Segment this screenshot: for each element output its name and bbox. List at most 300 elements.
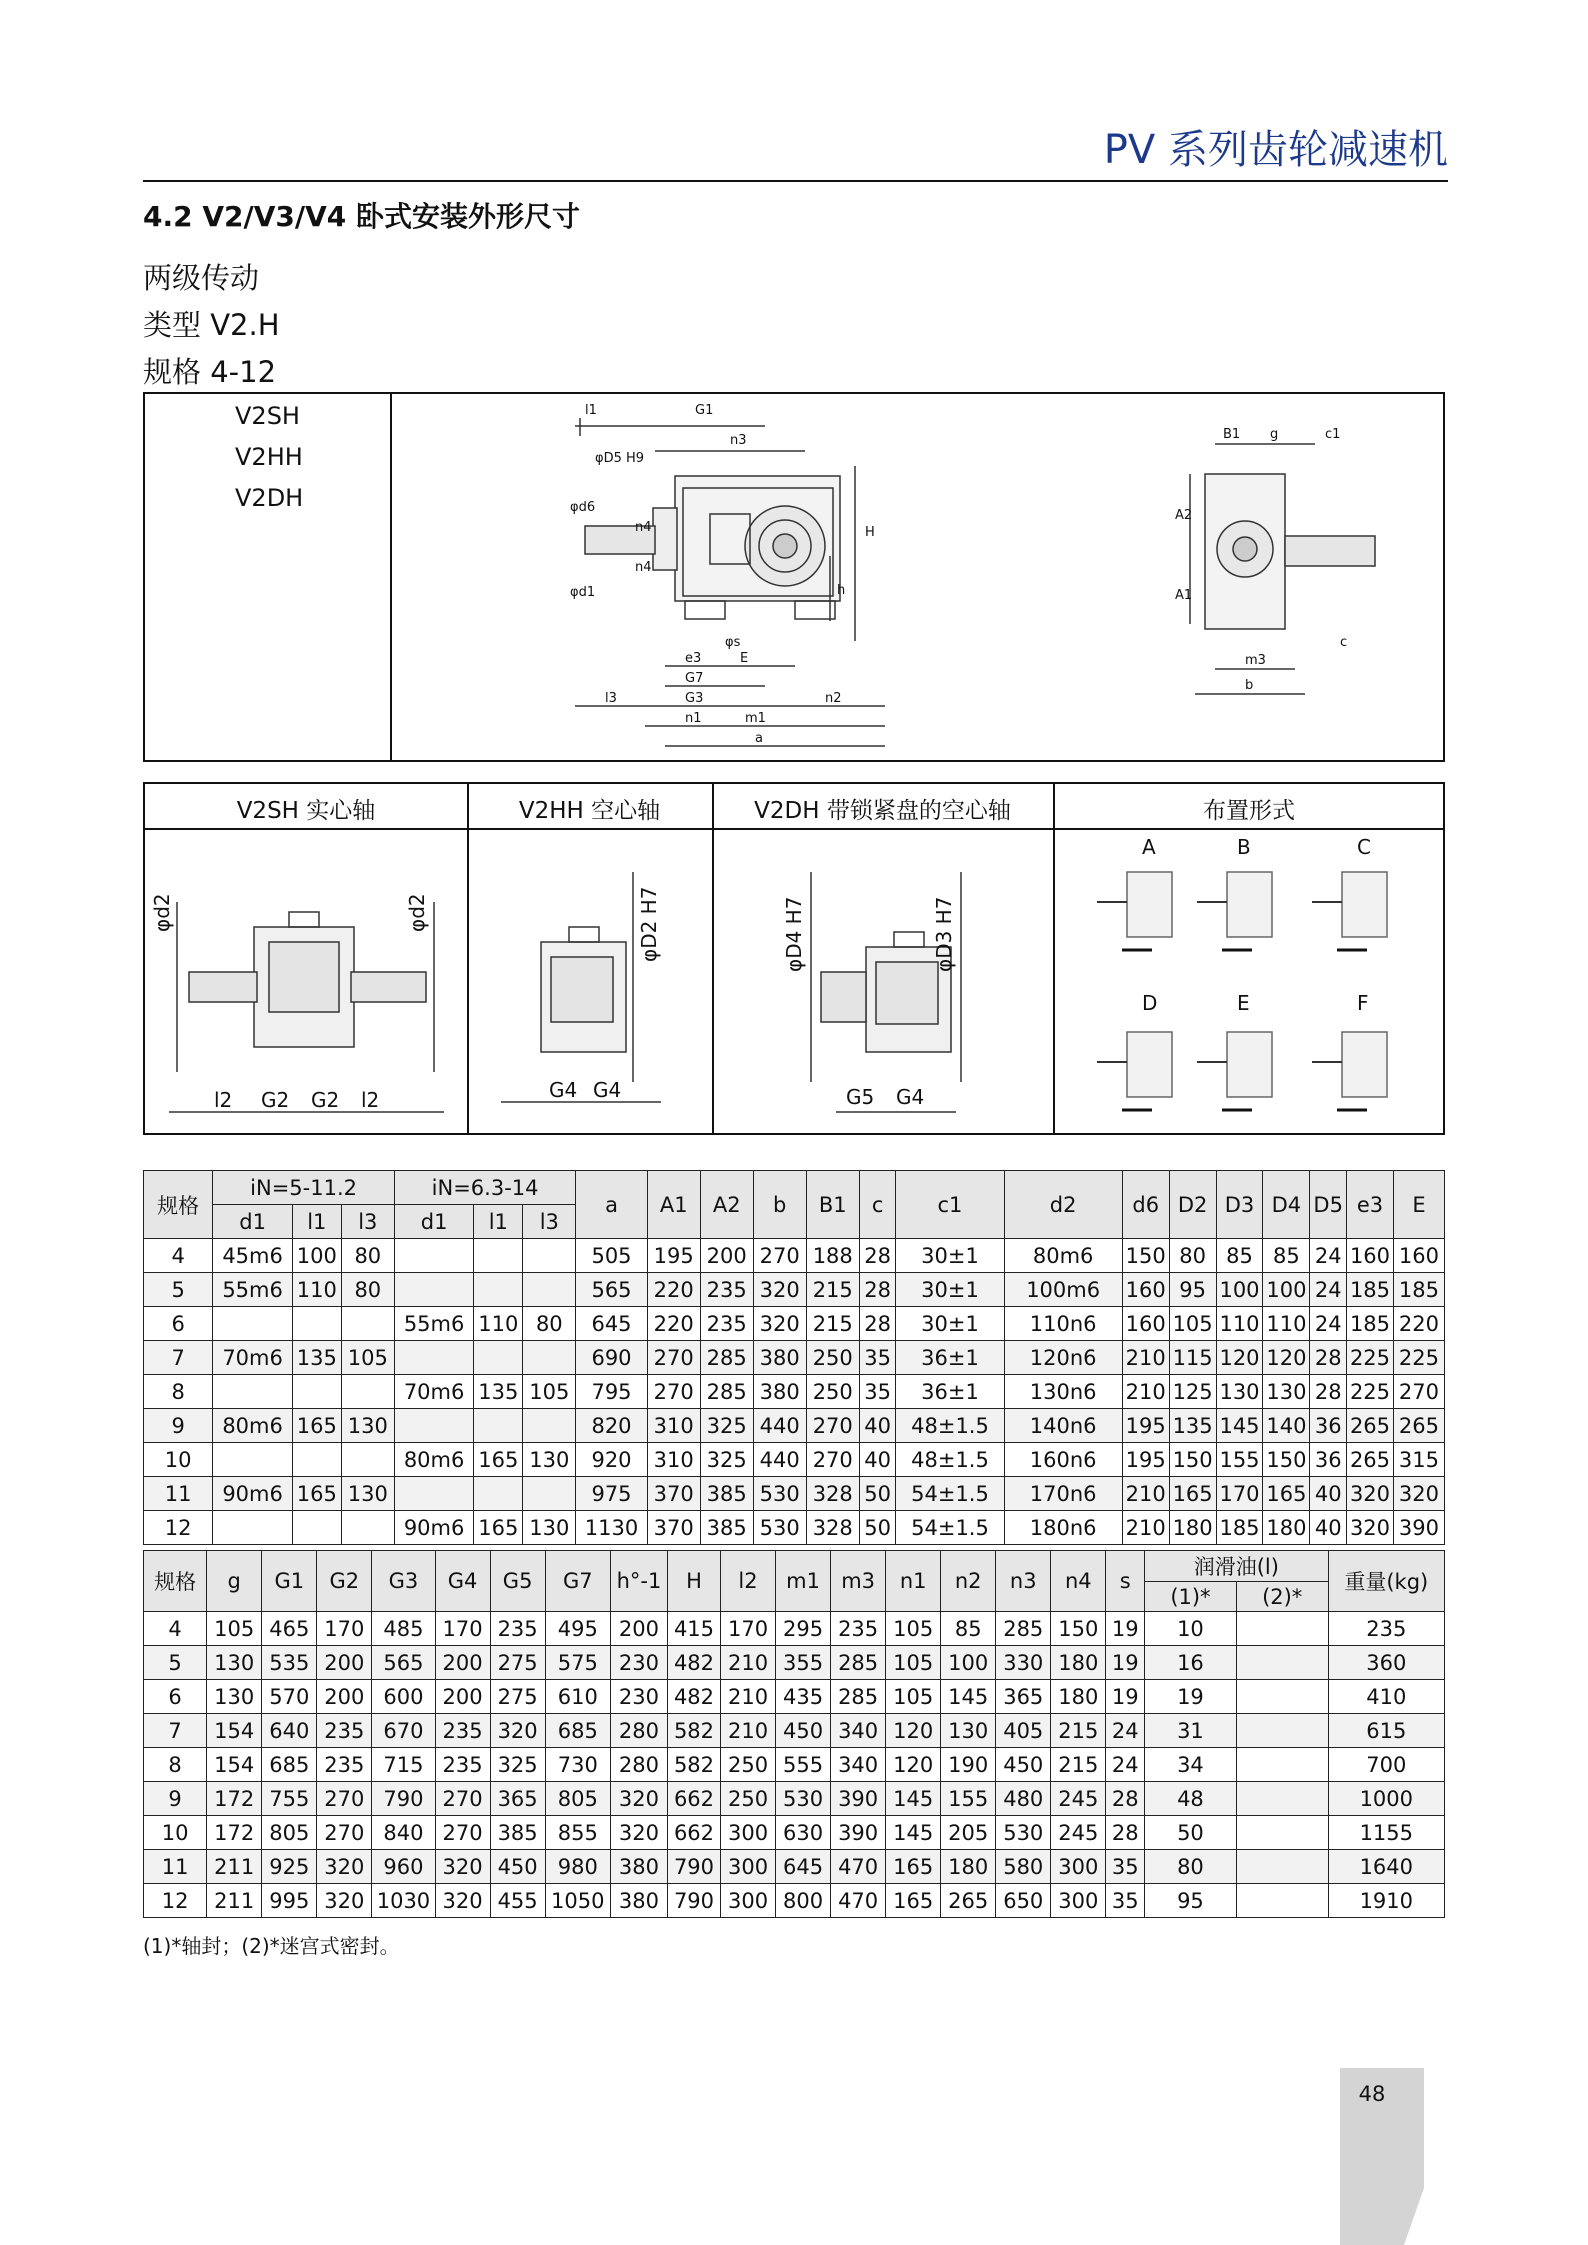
table-cell: 440 [753, 1443, 806, 1477]
table-cell: 265 [941, 1884, 996, 1918]
table-cell: 19 [1145, 1680, 1237, 1714]
table-cell: 1000 [1328, 1782, 1444, 1816]
table-cell: 135 [474, 1375, 523, 1409]
table-cell: 405 [996, 1714, 1051, 1748]
subtitle-size-range: 规格 4-12 [143, 355, 277, 389]
dimension-table-2 [143, 1550, 1445, 1918]
table-cell: 275 [490, 1680, 545, 1714]
table-cell: 35 [1106, 1884, 1145, 1918]
table-cell: 155 [1216, 1443, 1263, 1477]
table-cell: 662 [667, 1816, 720, 1850]
table-row [144, 1409, 1445, 1443]
table-cell: 45m6 [213, 1239, 293, 1273]
table-cell: 300 [1051, 1850, 1106, 1884]
table-cell: 185 [1216, 1511, 1263, 1545]
col-h: h°-1 [610, 1551, 667, 1612]
table-row [144, 1443, 1445, 1477]
label-G2-right: G2 [311, 1088, 340, 1112]
table-row [144, 1850, 1445, 1884]
label-n1: n1 [685, 711, 702, 726]
label-l3: l3 [605, 691, 617, 706]
table-cell: 230 [610, 1680, 667, 1714]
col-n4: n4 [1051, 1551, 1106, 1612]
table-cell: 185 [1347, 1307, 1394, 1341]
table-cell: 7 [144, 1714, 207, 1748]
label-d6: φd6 [570, 500, 596, 515]
table-cell: 40 [859, 1443, 896, 1477]
col-group-i2: iN=6.3-14 [394, 1171, 576, 1205]
table-cell: 310 [647, 1409, 700, 1443]
col-D2: D2 [1169, 1171, 1216, 1239]
col-a: a [576, 1171, 647, 1239]
table-cell: 40 [1310, 1477, 1347, 1511]
table-cell: 211 [207, 1850, 262, 1884]
table-cell: 36±1 [896, 1341, 1004, 1375]
label-D3: φD3 H7 [932, 896, 956, 972]
table-cell: 28 [1310, 1341, 1347, 1375]
type-label-v2dh: V2DH [235, 484, 304, 512]
table-cell: 80 [1145, 1850, 1237, 1884]
table-cell: 390 [831, 1816, 886, 1850]
table-cell [523, 1239, 576, 1273]
table-cell: 390 [831, 1782, 886, 1816]
label-a: a [755, 731, 763, 746]
table-cell [394, 1341, 474, 1375]
table-cell: 180 [1263, 1511, 1310, 1545]
table-cell: 5 [144, 1273, 213, 1307]
table-cell: 28 [859, 1273, 896, 1307]
table-cell: 130 [207, 1680, 262, 1714]
table-cell: 505 [576, 1239, 647, 1273]
table-cell: 150 [1122, 1239, 1169, 1273]
table-cell: 580 [996, 1850, 1051, 1884]
table-cell: 435 [776, 1680, 831, 1714]
table-cell: 662 [667, 1782, 720, 1816]
col-G7: G7 [545, 1551, 610, 1612]
table-cell: 165 [292, 1477, 341, 1511]
label-G3: G3 [685, 691, 704, 706]
header-arrangement: 布置形式 [1203, 798, 1295, 824]
header-v2dh: V2DH 带锁紧盘的空心轴 [754, 798, 1011, 824]
table-cell: 185 [1347, 1273, 1394, 1307]
table-cell: 235 [700, 1307, 753, 1341]
table-cell: 120 [886, 1748, 941, 1782]
table-cell: 105 [886, 1680, 941, 1714]
panel-header-rule [145, 828, 1443, 830]
table-cell: 160 [1393, 1239, 1444, 1273]
table-cell: 35 [859, 1341, 896, 1375]
table-cell: 535 [262, 1646, 317, 1680]
table-cell: 24 [1310, 1273, 1347, 1307]
front-view-drawing [565, 396, 1125, 760]
table-cell: 250 [806, 1375, 859, 1409]
table-cell: 165 [474, 1443, 523, 1477]
table-cell: 235 [700, 1273, 753, 1307]
label-g: g [1270, 427, 1279, 442]
table-cell: 390 [1393, 1511, 1444, 1545]
table-cell: 130 [523, 1511, 576, 1545]
table-cell: 325 [490, 1748, 545, 1782]
table-cell: 100 [1263, 1273, 1310, 1307]
label-G4-right: G4 [593, 1078, 622, 1102]
table-cell: 50 [859, 1477, 896, 1511]
table-row [144, 1816, 1445, 1850]
table-cell: 145 [1216, 1409, 1263, 1443]
label-d2-right: φd2 [405, 893, 429, 932]
table-cell: 170n6 [1004, 1477, 1122, 1511]
table-cell: 145 [941, 1680, 996, 1714]
table-cell: 28 [859, 1307, 896, 1341]
table-cell: 11 [144, 1477, 213, 1511]
table-cell: 180n6 [1004, 1511, 1122, 1545]
table-cell: 325 [700, 1443, 753, 1477]
table-cell: 160 [1347, 1239, 1394, 1273]
table-cell: 640 [262, 1714, 317, 1748]
col-group-oil: 润滑油(l) [1145, 1551, 1329, 1582]
table-cell: 80 [341, 1239, 394, 1273]
table-cell: 135 [1169, 1409, 1216, 1443]
table-cell: 225 [1347, 1341, 1394, 1375]
table-cell: 24 [1310, 1307, 1347, 1341]
col-c: c [859, 1171, 896, 1239]
table-cell [1236, 1816, 1328, 1850]
table-cell: 310 [647, 1443, 700, 1477]
table-cell: 565 [576, 1273, 647, 1307]
header-v2sh: V2SH 实心轴 [236, 798, 376, 824]
table-cell: 235 [1328, 1612, 1444, 1646]
table-cell: 150 [1169, 1443, 1216, 1477]
table-cell [341, 1375, 394, 1409]
table-cell: 154 [207, 1714, 262, 1748]
table-cell: 320 [1393, 1477, 1444, 1511]
table-cell: 172 [207, 1782, 262, 1816]
table-cell [523, 1273, 576, 1307]
table-cell: 365 [996, 1680, 1051, 1714]
table-cell: 360 [1328, 1646, 1444, 1680]
table-cell: 380 [610, 1884, 667, 1918]
table-cell: 355 [776, 1646, 831, 1680]
table-cell: 480 [996, 1782, 1051, 1816]
arrangement-E: E [1237, 991, 1250, 1015]
col-size: 规格 [144, 1171, 213, 1239]
table-cell: 36±1 [896, 1375, 1004, 1409]
table-cell [474, 1341, 523, 1375]
table-cell: 340 [831, 1748, 886, 1782]
table-cell: 48±1.5 [896, 1409, 1004, 1443]
table-cell: 95 [1169, 1273, 1216, 1307]
table-cell: 48±1.5 [896, 1443, 1004, 1477]
table-cell: 110 [292, 1273, 341, 1307]
table-cell: 565 [372, 1646, 435, 1680]
table-cell: 235 [317, 1748, 372, 1782]
arrangement-F: F [1357, 991, 1369, 1015]
table-cell [341, 1511, 394, 1545]
table-cell: 1910 [1328, 1884, 1444, 1918]
table-cell: 220 [647, 1307, 700, 1341]
label-G2-left: G2 [261, 1088, 290, 1112]
table-cell: 300 [721, 1816, 776, 1850]
table-cell: 250 [806, 1341, 859, 1375]
col-size: 规格 [144, 1551, 207, 1612]
table-cell: 615 [1328, 1714, 1444, 1748]
table-cell: 365 [490, 1782, 545, 1816]
col-D4: D4 [1263, 1171, 1310, 1239]
table-cell: 210 [721, 1714, 776, 1748]
col-m3: m3 [831, 1551, 886, 1612]
label-D4: φD4 H7 [782, 896, 806, 972]
table-cell: 220 [1393, 1307, 1444, 1341]
v2dh-drawing [716, 832, 1050, 1132]
col-B1: B1 [806, 1171, 859, 1239]
table-cell: 215 [806, 1307, 859, 1341]
label-d2-left: φd2 [150, 893, 174, 932]
table-cell: 215 [806, 1273, 859, 1307]
col-weight: 重量(kg) [1328, 1551, 1444, 1612]
label-n4-a: n4 [635, 520, 652, 535]
arrangement-D: D [1142, 991, 1158, 1015]
table-cell: 8 [144, 1748, 207, 1782]
table-cell: 36 [1310, 1443, 1347, 1477]
table-cell: 180 [1051, 1680, 1106, 1714]
table-cell: 270 [647, 1375, 700, 1409]
table-cell: 215 [1051, 1714, 1106, 1748]
table-cell [292, 1307, 341, 1341]
table-cell: 245 [1051, 1816, 1106, 1850]
table-cell: 280 [610, 1748, 667, 1782]
table-cell: 130 [1263, 1375, 1310, 1409]
label-c: c [1340, 635, 1348, 650]
table-cell: 28 [1310, 1375, 1347, 1409]
table-cell: 235 [435, 1714, 490, 1748]
table-cell: 16 [1145, 1646, 1237, 1680]
table-cell: 385 [490, 1816, 545, 1850]
table-cell: 270 [647, 1341, 700, 1375]
document-header-title: PV 系列齿轮减速机 [1103, 127, 1448, 173]
table-cell: 80m6 [213, 1409, 293, 1443]
table-cell: 270 [806, 1443, 859, 1477]
label-n4-b: n4 [635, 560, 652, 575]
table-cell: 790 [372, 1782, 435, 1816]
table-cell: 165 [1169, 1477, 1216, 1511]
label-H: H [865, 525, 875, 540]
table-cell: 30±1 [896, 1239, 1004, 1273]
table-cell: 920 [576, 1443, 647, 1477]
table-cell: 530 [753, 1511, 806, 1545]
table-cell [341, 1307, 394, 1341]
table-cell: 160 [1122, 1273, 1169, 1307]
label-l2-left: l2 [214, 1088, 233, 1112]
table-cell: 170 [721, 1612, 776, 1646]
table-cell: 70m6 [213, 1341, 293, 1375]
table-cell: 285 [700, 1375, 753, 1409]
table-row [144, 1714, 1445, 1748]
table-cell: 415 [667, 1612, 720, 1646]
table-cell [1236, 1884, 1328, 1918]
table-cell: 31 [1145, 1714, 1237, 1748]
table-cell: 55m6 [394, 1307, 474, 1341]
table-cell: 450 [996, 1748, 1051, 1782]
divider-3 [1053, 784, 1055, 1133]
table-cell: 105 [341, 1341, 394, 1375]
col-oil-2: (2)* [1236, 1582, 1328, 1612]
page-number: 48 [1358, 2082, 1386, 2106]
table-cell: 1050 [545, 1884, 610, 1918]
shaft-type-panel [143, 782, 1445, 1135]
label-A2: A2 [1175, 508, 1193, 523]
table-cell: 8 [144, 1375, 213, 1409]
table-cell: 320 [490, 1714, 545, 1748]
table-cell: 120 [886, 1714, 941, 1748]
table-cell: 380 [753, 1341, 806, 1375]
table-cell: 270 [753, 1239, 806, 1273]
table-cell: 482 [667, 1646, 720, 1680]
table-cell [523, 1341, 576, 1375]
table-cell: 385 [700, 1511, 753, 1545]
table-cell: 90m6 [394, 1511, 474, 1545]
table-cell: 975 [576, 1477, 647, 1511]
table-cell: 200 [317, 1646, 372, 1680]
type-label-v2hh: V2HH [235, 443, 303, 471]
table-cell [394, 1477, 474, 1511]
table-cell: 230 [610, 1646, 667, 1680]
table-cell: 180 [1169, 1511, 1216, 1545]
label-G4-left: G4 [549, 1078, 578, 1102]
col-g: g [207, 1551, 262, 1612]
table-cell: 320 [753, 1307, 806, 1341]
table-cell: 36 [1310, 1409, 1347, 1443]
table-row [144, 1477, 1445, 1511]
table-cell [213, 1307, 293, 1341]
table-cell: 80m6 [1004, 1239, 1122, 1273]
table-cell: 195 [1122, 1443, 1169, 1477]
table-cell [474, 1477, 523, 1511]
col-m1: m1 [776, 1551, 831, 1612]
table-cell: 270 [435, 1782, 490, 1816]
label-n3: n3 [730, 433, 747, 448]
table-cell: 34 [1145, 1748, 1237, 1782]
table-cell: 11 [144, 1850, 207, 1884]
label-b: b [1245, 678, 1254, 693]
table-cell: 5 [144, 1646, 207, 1680]
table-cell: 482 [667, 1680, 720, 1714]
table-cell: 235 [831, 1612, 886, 1646]
table-cell: 55m6 [213, 1273, 293, 1307]
table-cell: 110 [1216, 1307, 1263, 1341]
table-cell [394, 1239, 474, 1273]
col-d1-a: d1 [213, 1205, 293, 1239]
table-cell: 105 [1169, 1307, 1216, 1341]
table-cell: 135 [292, 1341, 341, 1375]
table-cell: 320 [317, 1884, 372, 1918]
label-l2-right: l2 [361, 1088, 380, 1112]
arrangement-drawing [1057, 832, 1443, 1132]
table-cell: 455 [490, 1884, 545, 1918]
col-l2: l2 [721, 1551, 776, 1612]
table2-body [144, 1612, 1445, 1918]
table-row [144, 1273, 1445, 1307]
col-l3-a: l3 [341, 1205, 394, 1239]
label-D2: φD2 H7 [637, 886, 661, 962]
table-cell [213, 1443, 293, 1477]
table-cell: 90m6 [213, 1477, 293, 1511]
table-cell: 370 [647, 1511, 700, 1545]
table-cell: 19 [1106, 1646, 1145, 1680]
table-cell: 840 [372, 1816, 435, 1850]
table-cell [523, 1409, 576, 1443]
table-cell: 6 [144, 1680, 207, 1714]
table-cell: 19 [1106, 1612, 1145, 1646]
table-cell: 130 [1216, 1375, 1263, 1409]
table-cell: 995 [262, 1884, 317, 1918]
table-cell: 855 [545, 1816, 610, 1850]
label-A1: A1 [1175, 588, 1193, 603]
arrangement-C: C [1357, 835, 1371, 859]
table-cell: 105 [207, 1612, 262, 1646]
table-cell: 188 [806, 1239, 859, 1273]
table-cell: 10 [144, 1443, 213, 1477]
table-cell: 100m6 [1004, 1273, 1122, 1307]
table-cell [1236, 1714, 1328, 1748]
table-cell: 110 [474, 1307, 523, 1341]
table-row [144, 1646, 1445, 1680]
table-cell: 9 [144, 1409, 213, 1443]
col-G4: G4 [435, 1551, 490, 1612]
table-cell: 130n6 [1004, 1375, 1122, 1409]
col-l3-b: l3 [523, 1205, 576, 1239]
table-cell: 70m6 [394, 1375, 474, 1409]
table-cell: 150 [1263, 1443, 1310, 1477]
table-cell: 6 [144, 1307, 213, 1341]
table-cell: 330 [996, 1646, 1051, 1680]
table-cell: 575 [545, 1646, 610, 1680]
table-cell: 195 [1122, 1409, 1169, 1443]
table-cell: 790 [667, 1884, 720, 1918]
table-cell: 650 [996, 1884, 1051, 1918]
table-cell: 285 [996, 1612, 1051, 1646]
subtitle-transmission: 两级传动 [143, 261, 260, 295]
table-cell: 190 [941, 1748, 996, 1782]
col-D3: D3 [1216, 1171, 1263, 1239]
table-cell: 105 [886, 1646, 941, 1680]
col-b: b [753, 1171, 806, 1239]
table-cell: 54±1.5 [896, 1477, 1004, 1511]
table-cell: 172 [207, 1816, 262, 1850]
table-cell [1236, 1782, 1328, 1816]
table-cell [1236, 1680, 1328, 1714]
table-cell: 450 [776, 1714, 831, 1748]
table-cell: 211 [207, 1884, 262, 1918]
col-A1: A1 [647, 1171, 700, 1239]
table-cell: 245 [1051, 1782, 1106, 1816]
table-cell: 270 [1393, 1375, 1444, 1409]
table-cell: 195 [647, 1239, 700, 1273]
table-cell: 30±1 [896, 1273, 1004, 1307]
table-cell: 645 [776, 1850, 831, 1884]
panel-divider [390, 394, 392, 760]
table-cell [394, 1273, 474, 1307]
table-cell: 210 [1122, 1341, 1169, 1375]
col-D5: D5 [1310, 1171, 1347, 1239]
table-cell: 54±1.5 [896, 1511, 1004, 1545]
section-title: 4.2 V2/V3/V4 卧式安装外形尺寸 [143, 200, 581, 233]
table-cell [1236, 1850, 1328, 1884]
table-cell: 165 [886, 1884, 941, 1918]
table-cell [1236, 1646, 1328, 1680]
table-cell [474, 1409, 523, 1443]
table-cell: 805 [262, 1816, 317, 1850]
arrangement-B: B [1237, 835, 1251, 859]
table-cell: 24 [1310, 1239, 1347, 1273]
